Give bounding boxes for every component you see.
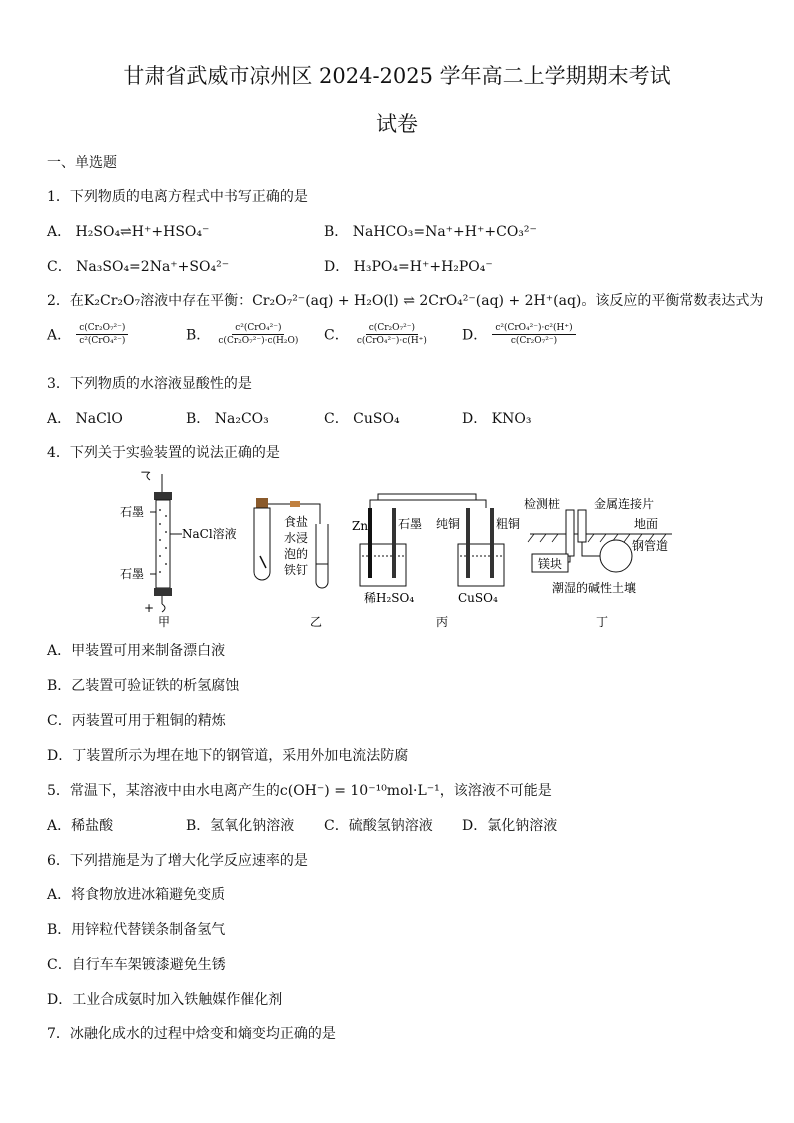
q4-option-d: D．丁装置所示为埋在地下的钢管道，采用外加电流法防腐 (47, 748, 409, 764)
q2-option-c (324, 322, 430, 347)
q2-d-fraction (492, 322, 575, 347)
q3-stem: 3．下列物质的水溶液显酸性的是 (47, 376, 252, 392)
exam-title: 甘肃省武威市凉州区 2024-2025 学年高二上学期期末考试 (123, 64, 671, 88)
ding-plate-label: 金属连接片 (594, 497, 655, 511)
q4-apparatus-figure (120, 464, 680, 630)
q5-option-b: B．氢氧化钠溶液 (186, 818, 295, 834)
section-heading: 一、单选题 (47, 155, 117, 171)
q2-a-denominator: c²(CrO₄²⁻) (79, 336, 126, 346)
q6-option-d: D．工业合成氨时加入铁触媒作催化剂 (47, 992, 283, 1008)
q2-b-numerator: c²(CrO₄²⁻) (232, 322, 284, 335)
q5-option-a: A．稀盐酸 (47, 818, 114, 834)
q5-option-d: D．氯化钠溶液 (462, 818, 558, 834)
yi-label-line4: 铁钉 (284, 563, 309, 577)
q2-c-fraction (354, 322, 430, 347)
q3-option-d: D． KNO₃ (462, 411, 532, 427)
bing-caption: 丙 (436, 615, 449, 629)
bing-zn-electrode-icon (368, 508, 372, 578)
yi-tube-marker-icon (290, 501, 300, 507)
ding-plate-icon (578, 510, 586, 542)
q3-option-c: C． CuSO₄ (324, 411, 400, 427)
ding-probe-label: 检测桩 (524, 497, 561, 511)
q7-stem: 7．冰融化成水的过程中焓变和熵变均正确的是 (47, 1026, 336, 1042)
yi-label-line3: 泡的 (284, 547, 309, 561)
q5-option-c: C．硫酸氢钠溶液 (324, 818, 433, 834)
q2-c-label: C． (324, 327, 349, 344)
q3-option-b: B． Na₂CO₃ (186, 411, 269, 427)
jia-tube-icon (156, 500, 170, 588)
yi-test-tube-icon (254, 508, 270, 580)
jia-top-cap-icon (154, 492, 172, 500)
figure-bing (352, 494, 520, 629)
ding-mg-label: 镁块 (538, 557, 563, 571)
bing-wire-outer-icon (378, 494, 476, 500)
q5-stem: 5．常温下，某溶液中由水电离产生的c(OH⁻) = 10⁻¹⁰mol·L⁻¹，该溶液不可能是 (47, 783, 552, 799)
q2-d-denominator: c(Cr₂O₇²⁻) (510, 336, 558, 346)
ding-caption: 丁 (596, 615, 609, 629)
exam-subtitle: 试卷 (376, 112, 418, 136)
jia-graphite-top-label: 石墨 (120, 505, 145, 519)
jia-graphite-bottom-label: 石墨 (120, 567, 145, 581)
yi-caption: 乙 (310, 615, 323, 629)
jia-bottom-cap-icon (154, 588, 172, 596)
bing-crude-cu-label: 粗铜 (496, 517, 521, 531)
q1-stem: 1．下列物质的电离方程式中书写正确的是 (47, 189, 308, 205)
ding-pipe-wire-icon (582, 542, 600, 556)
q2-option-a (47, 322, 128, 347)
q2-a-fraction (76, 322, 128, 347)
ding-probe-icon (566, 510, 574, 556)
q1-option-b: B． NaHCO₃=Na⁺+H⁺+CO₃²⁻ (324, 224, 537, 240)
ding-ground-label: 地面 (634, 517, 659, 531)
bing-graphite-label: 石墨 (398, 517, 423, 531)
q2-b-fraction (215, 322, 301, 347)
q4-stem: 4．下列关于实验装置的说法正确的是 (47, 445, 280, 461)
q4-option-a: A．甲装置可用来制备漂白液 (47, 643, 226, 659)
q2-c-numerator: c(Cr₂O₇²⁻) (366, 322, 418, 335)
q2-a-label: A． (47, 327, 72, 344)
bing-graphite-electrode-icon (392, 508, 396, 578)
jia-minus-sign: − (140, 465, 151, 479)
q1-option-a: A． H₂SO₄⇌H⁺+HSO₄⁻ (47, 224, 210, 240)
q2-option-d (462, 322, 576, 347)
jia-solution-label: NaCl溶液 (182, 527, 237, 541)
q2-a-numerator: c(Cr₂O₇²⁻) (76, 322, 128, 335)
q6-stem: 6．下列措施是为了增大化学反应速率的是 (47, 853, 308, 869)
bing-right-solution-label: CuSO₄ (458, 591, 498, 605)
q4-option-c: C．丙装置可用于粗铜的精炼 (47, 713, 226, 729)
bing-beaker-left-icon (360, 544, 406, 586)
figure-yi (254, 498, 328, 629)
ding-soil-label: 潮湿的碱性土壤 (552, 581, 637, 595)
q2-b-label: B． (186, 327, 211, 344)
figure-ding (524, 496, 672, 629)
bing-pure-cu-electrode-icon (466, 508, 470, 578)
bing-zn-label: Zn (352, 519, 369, 533)
bing-left-solution-label: 稀H₂SO₄ (364, 591, 415, 605)
yi-label-line2: 水浸 (284, 531, 309, 545)
q1-option-d: D． H₃PO₄=H⁺+H₂PO₄⁻ (324, 259, 493, 275)
q2-b-denominator: c(Cr₂O₇²⁻)·c(H₂O) (218, 336, 299, 346)
bing-wire-icon (370, 500, 486, 508)
q2-c-denominator: c(CrO₄²⁻)·c(H⁺) (356, 336, 427, 346)
q6-option-b: B．用锌粒代替镁条制备氢气 (47, 922, 226, 938)
jia-bottom-wire-icon (162, 604, 165, 612)
q2-option-b (186, 322, 301, 347)
bing-crude-cu-electrode-icon (490, 508, 494, 578)
jia-plus-sign: + (144, 601, 155, 615)
q6-option-a: A．将食物放进冰箱避免变质 (47, 887, 226, 903)
ding-pipe-label: 钢管道 (632, 539, 669, 553)
q6-option-c: C．自行车车架镀漆避免生锈 (47, 957, 226, 973)
jia-caption: 甲 (158, 615, 171, 629)
bing-beaker-right-icon (458, 544, 504, 586)
yi-stopper-icon (256, 498, 268, 508)
figure-jia (120, 465, 237, 629)
q1-option-c: C． Na₃SO₄=2Na⁺+SO₄²⁻ (47, 259, 230, 275)
q2-d-numerator: c²(CrO₄²⁻)·c²(H⁺) (492, 322, 575, 335)
q4-option-b: B．乙装置可验证铁的析氢腐蚀 (47, 678, 240, 694)
yi-small-tube-icon (316, 524, 328, 588)
ding-pipe-icon (600, 540, 632, 572)
q2-stem: 2．在K₂Cr₂O₇溶液中存在平衡：Cr₂O₇²⁻(aq) + H₂O(l) ⇌ 2CrO₄²⁻(aq) + 2H⁺(aq)。该反应的平衡常数表达式为 (47, 293, 764, 309)
q3-option-a: A． NaClO (47, 411, 123, 427)
bing-pure-cu-label: 纯铜 (436, 517, 461, 531)
yi-label-line1: 食盐 (284, 515, 309, 529)
q2-d-label: D． (462, 327, 488, 344)
